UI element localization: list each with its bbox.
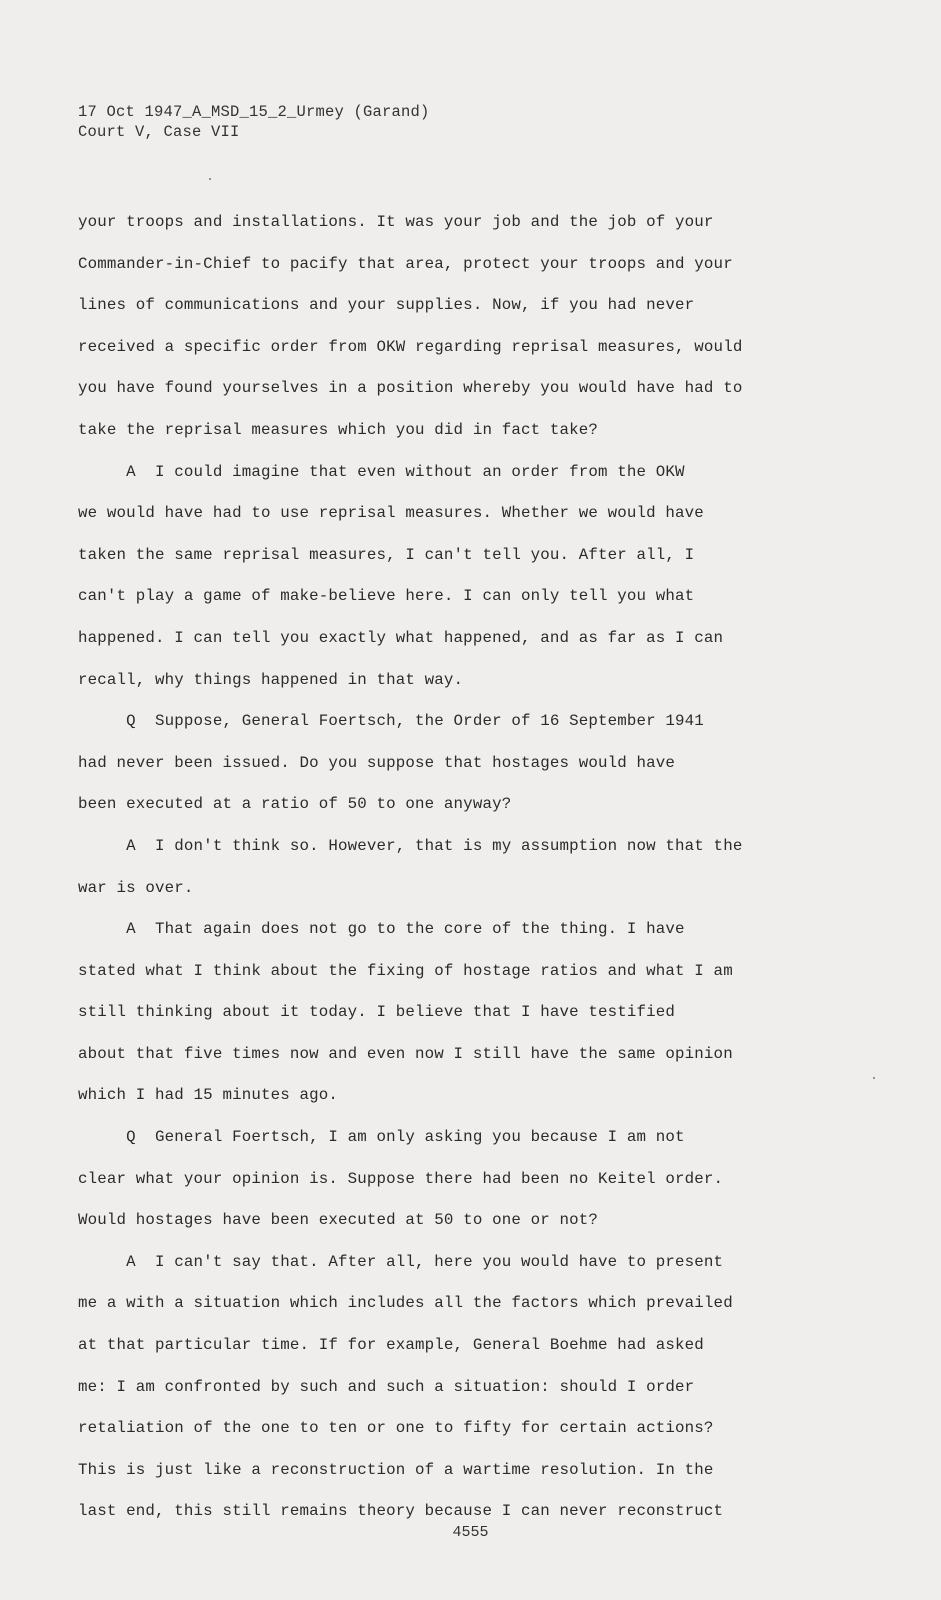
- transcript-line: been executed at a ratio of 50 to one anyway?: [78, 795, 512, 814]
- header-session-line: 17 Oct 1947_A_MSD_15_2_Urmey (Garand): [78, 103, 430, 121]
- transcript-line: recall, why things happened in that way.: [78, 670, 464, 689]
- transcript-line: can't play a game of make-believe here. I can only tell you what: [78, 587, 695, 606]
- transcript-line: Would hostages have been executed at 50 to one or not?: [78, 1211, 599, 1230]
- transcript-line: taken the same reprisal measures, I can't tell you. After all, I: [78, 545, 695, 564]
- transcript-line: we would have had to use reprisal measures. Whether we would have: [78, 504, 704, 523]
- transcript-line: last end, this still remains theory because I can never reconstruct: [78, 1502, 724, 1521]
- transcript-line: lines of communications and your supplies. Now, if you had never: [78, 296, 695, 315]
- page-number: 4555: [452, 1524, 489, 1541]
- transcript-line: This is just like a reconstruction of a wartime resolution. In the: [78, 1460, 714, 1479]
- transcript-line: stated what I think about the fixing of hostage ratios and what I am: [78, 961, 733, 980]
- transcript-line: Q General Foertsch, I am only asking you because I am not: [78, 1128, 685, 1147]
- transcript-line: you have found yourselves in a position whereby you would have had to: [78, 379, 743, 398]
- transcript-line: received a specific order from OKW regarding reprisal measures, would: [78, 337, 743, 356]
- transcript-line: A That again does not go to the core of the thing. I have: [78, 920, 685, 939]
- header-court-line: Court V, Case VII: [78, 123, 240, 141]
- transcript-line: A I could imagine that even without an order from the OKW: [78, 462, 685, 481]
- transcript-line: clear what your opinion is. Suppose there had been no Keitel order.: [78, 1169, 724, 1188]
- transcript-line: take the reprisal measures which you did in fact take?: [78, 420, 599, 439]
- transcript-line: still thinking about it today. I believe that I have testified: [78, 1003, 676, 1022]
- transcript-body: [78, 202, 798, 1533]
- transcript-line: which I had 15 minutes ago.: [78, 1086, 339, 1105]
- transcript-line: A I can't say that. After all, here you would have to present: [78, 1252, 724, 1271]
- transcript-line: A I don't think so. However, that is my assumption now that the: [78, 836, 743, 855]
- transcript-line: Q Suppose, General Foertsch, the Order of 16 September 1941: [78, 712, 704, 731]
- transcript-line: at that particular time. If for example, General Boehme had asked: [78, 1336, 704, 1355]
- transcript-line: happened. I can tell you exactly what happened, and as far as I can: [78, 628, 724, 647]
- transcript-line: me a with a situation which includes all the factors which prevailed: [78, 1294, 733, 1313]
- transcript-line: about that five times now and even now I still have the same opinion: [78, 1044, 733, 1063]
- paper-speck: [873, 1077, 875, 1079]
- transcript-line: your troops and installations. It was your job and the job of your: [78, 213, 714, 231]
- transcript-line: me: I am confronted by such and such a situation: should I order: [78, 1377, 695, 1396]
- document-header: [78, 102, 430, 142]
- transcript-line: retaliation of the one to ten or one to fifty for certain actions?: [78, 1419, 714, 1438]
- transcript-line: Commander-in-Chief to pacify that area, protect your troops and your: [78, 254, 733, 273]
- transcript-line: war is over.: [78, 878, 194, 897]
- transcript-line: had never been issued. Do you suppose that hostages would have: [78, 753, 676, 772]
- paper-speck: [209, 178, 211, 180]
